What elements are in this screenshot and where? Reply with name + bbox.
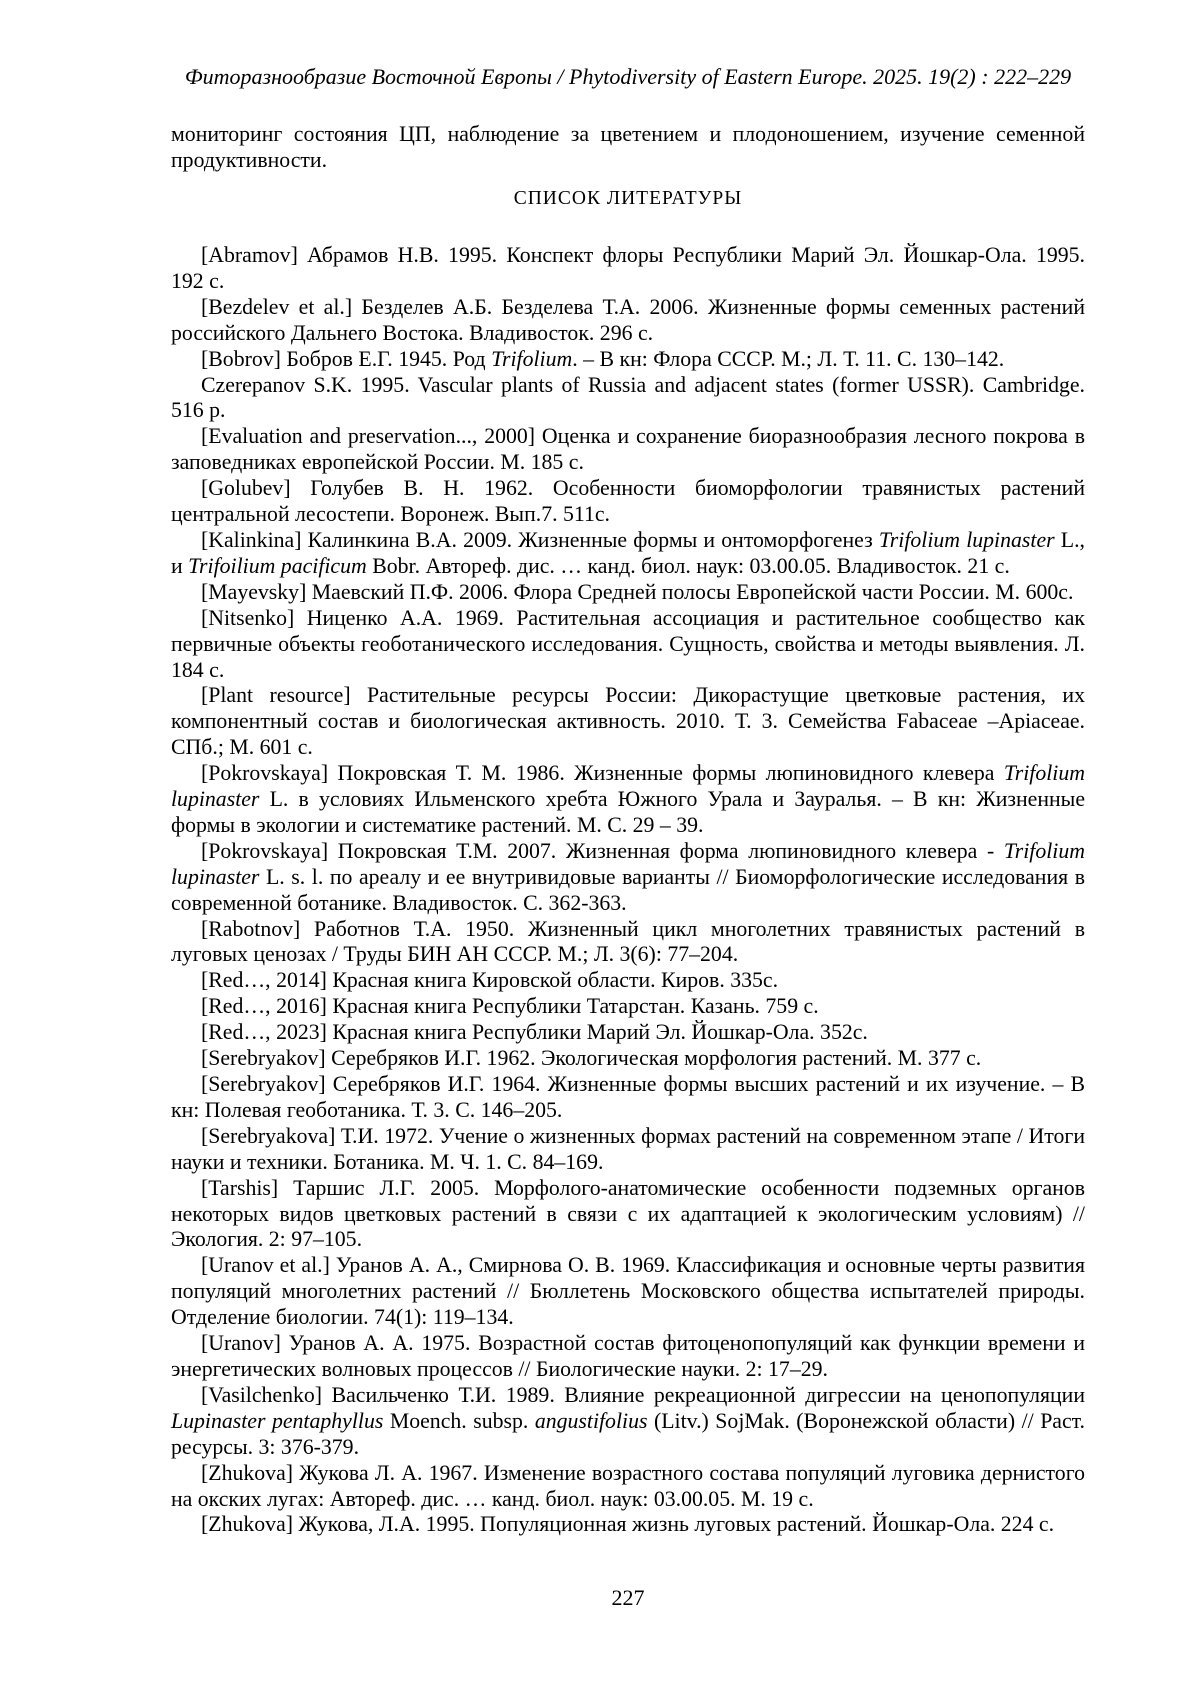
reference-item (171, 917, 1085, 969)
ref-text-segment: [Serebryakova] Т.И. 1972. Учение о жизненных формах растений на современном этапе / Итоги науки и техники. Ботаника. М. Ч. 1. С. 84–169. (171, 1123, 1085, 1174)
reference-item (171, 1331, 1085, 1383)
species-name-italic: Trifolium lupinaster (171, 838, 1085, 889)
reference-item (171, 243, 1085, 295)
ref-text-segment: [Bezdelev et al.] Безделев А.Б. Безделева Т.А. 2006. Жизненные формы семенных растений российского Дальнего Востока. Владивосток. 296 с. (171, 294, 1085, 345)
reference-item (171, 347, 1085, 373)
ref-text-segment: . – В кн: Флора СССР. М.; Л. Т. 11. С. 130–142. (572, 346, 1005, 371)
ref-text-segment: [Pokrovskaya] Покровская Т.М. 2007. Жизненная форма люпиновидного клевера - (201, 838, 1004, 863)
ref-text-segment: [Zhukova] Жукова Л. А. 1967. Изменение возрастного состава популяций луговика дернистого на окских лугах: Автореф. дис. … канд. биол. наук: 03.00.05. М. 19 с. (171, 1460, 1085, 1511)
ref-text-segment: [Serebryakov] Серебряков И.Г. 1962. Экологическая морфология растений. М. 377 с. (201, 1046, 982, 1071)
ref-text-segment: [Nitsenko] Ниценко А.А. 1969. Растительная ассоциация и растительное сообщество как первичные объекты геоботанического исследования. Сущность, свойства и методы выявления. Л. 184 с. (171, 605, 1085, 682)
reference-item (171, 839, 1085, 917)
reference-item (171, 528, 1085, 580)
ref-text-segment: Bobr. Автореф. дис. … канд. биол. наук: 03.00.05. Владивосток. 21 с. (366, 553, 1010, 578)
reference-item (171, 1020, 1085, 1046)
ref-text-segment: L., и (171, 527, 1085, 578)
reference-item (171, 1176, 1085, 1254)
reference-item (171, 1072, 1085, 1124)
species-name-italic: Trifolium (491, 346, 573, 371)
reference-item (171, 994, 1085, 1020)
reference-item (171, 968, 1085, 994)
species-name-italic: Lupinaster pentaphyllus (171, 1408, 384, 1433)
ref-text-segment: [Abramov] Абрамов Н.В. 1995. Конспект флоры Республики Марий Эл. Йошкар-Ола. 1995. 192 с. (171, 243, 1085, 293)
references-list (171, 243, 1085, 1538)
reference-item (171, 1461, 1085, 1513)
reference-item (171, 1512, 1085, 1538)
ref-text-segment: [Zhukova] Жукова, Л.А. 1995. Популяционная жизнь луговых растений. Йошкар-Ола. 224 с. (201, 1512, 1055, 1537)
ref-text-segment: Moench. subsp. (383, 1408, 535, 1433)
ref-text-segment: L. s. l. по ареалу и ее внутривидовые варианты // Биоморфологические исследования в современной ботанике. Владивосток. С. 362-363. (171, 864, 1085, 915)
reference-item (171, 761, 1085, 839)
ref-text-segment: [Evaluation and preservation..., 2000] Оценка и сохранение биоразнообразия лесного покрова в заповедниках европейской России. М. 185 с. (171, 424, 1085, 475)
species-name-italic: Trifolium lupinaster (878, 527, 1055, 552)
ref-text-segment: Czerepanov S.K. 1995. Vascular plants of Russia and adjacent states (former USSR). Cambridge. 516 p. (171, 372, 1085, 423)
reference-item (171, 1046, 1085, 1072)
ref-text-segment: [Serebryakov] Серебряков И.Г. 1964. Жизненные формы высших растений и их изучение. – В кн: Полевая геоботаника. Т. 3. С. 146–205. (171, 1072, 1085, 1122)
reference-item (171, 683, 1085, 761)
ref-text-segment: [Pokrovskaya] Покровская Т. М. 1986. Жизненные формы люпиновидного клевера (201, 761, 1004, 786)
reference-item (171, 295, 1085, 347)
reference-item (171, 580, 1085, 606)
section-heading: СПИСОК ЛИТЕРАТУРЫ (513, 188, 743, 209)
reference-item (171, 424, 1085, 476)
ref-text-segment: [Kalinkina] Калинкина В.А. 2009. Жизненные формы и онтоморфогенез (201, 527, 879, 552)
ref-text-segment: [Red…, 2014] Красная книга Кировской области. Киров. 335с. (201, 968, 779, 993)
ref-text-segment: [Uranov et al.] Уранов А. А., Смирнова О. В. 1969. Классификация и основные черты развития популяций многолетних растений // Бюллетень Московского общества испытателей природы. Отделение биологии. 74(1): 119–134. (171, 1253, 1085, 1330)
species-name-italic: angustifolius (534, 1408, 648, 1433)
running-head: Фиторазнообразие Восточной Европы / Phytodiversity of Eastern Europe. 2025. 19(2) : 222–229 (184, 64, 1072, 89)
reference-item (171, 606, 1085, 684)
reference-item (171, 373, 1085, 425)
ref-text-segment: [Mayevsky] Маевский П.Ф. 2006. Флора Средней полосы Европейской части России. М. 600с. (201, 579, 1074, 604)
ref-text-segment: [Rabotnov] Работнов Т.А. 1950. Жизненный цикл многолетних травянистых растений в луговых ценозах / Труды БИН АН СССР. М.; Л. 3(6): 77–204. (171, 916, 1085, 967)
ref-text-segment: [Bobrov] Бобров Е.Г. 1945. Род (201, 346, 492, 371)
ref-text-segment: [Vasilchenko] Васильченко Т.И. 1989. Влияние рекреационной дигрессии на ценопопуляции (201, 1382, 1085, 1407)
ref-text-segment: [Red…, 2023] Красная книга Республики Марий Эл. Йошкар-Ола. 352с. (201, 1020, 868, 1045)
intro-paragraph: мониторинг состояния ЦП, наблюдение за цветением и плодоношением, изучение семенной продуктивности. (171, 122, 1085, 172)
species-name-italic: Trifolium lupinaster (171, 761, 1085, 812)
ref-text-segment: [Tarshis] Таршис Л.Г. 2005. Морфолого-анатомические особенности подземных органов некоторых видов цветковых растений в связи с их адаптацией к экологическим условиям) // Экология. 2: 97–105. (171, 1175, 1085, 1252)
ref-text-segment: [Uranov] Уранов А. А. 1975. Возрастной состав фитоценопопуляций как функции времени и энергетических волновых процессов // Биологические науки. 2: 17–29. (171, 1331, 1085, 1381)
ref-text-segment: [Plant resource] Растительные ресурсы России: Дикорастущие цветковые растения, их компонентный состав и биологическая активность. 2010. Т. 3. Семейства Fabaceae –Apiaceae. СПб.; М. 601 с. (171, 683, 1085, 760)
ref-text-segment: [Golubev] Голубев В. Н. 1962. Особенности биоморфологии травянистых растений центральной лесостепи. Воронеж. Вып.7. 511с. (171, 476, 1085, 527)
reference-item (171, 1253, 1085, 1331)
ref-text-segment: L. в условиях Ильменского хребта Южного Урала и Зауралья. – В кн: Жизненные формы в экологии и систематике растений. М. С. 29 – 39. (171, 787, 1085, 837)
species-name-italic: Trifoilium pacificum (188, 553, 367, 578)
page-number: 227 (611, 1585, 645, 1610)
reference-item (171, 476, 1085, 528)
ref-text-segment: (Litv.) SojMak. (Воронежской области) // Раст. ресурсы. 3: 376-379. (171, 1408, 1085, 1459)
reference-item (171, 1124, 1085, 1176)
reference-item (171, 1383, 1085, 1461)
ref-text-segment: [Red…, 2016] Красная книга Республики Татарстан. Казань. 759 с. (201, 994, 819, 1019)
